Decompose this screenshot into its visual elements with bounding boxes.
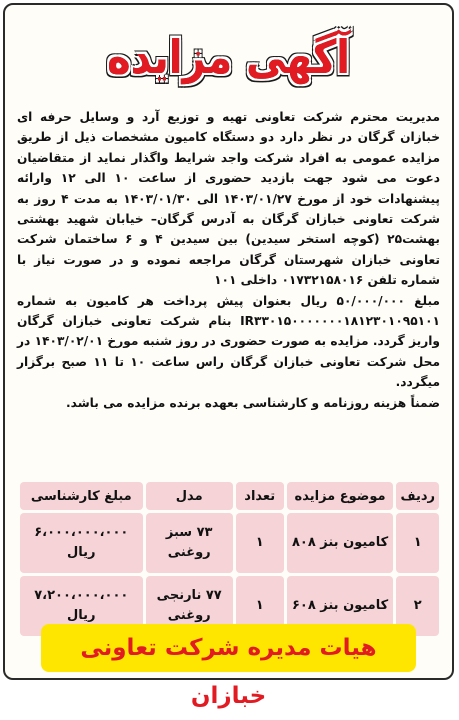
body-paragraph-2: مبلغ ۵۰/۰۰۰/۰۰۰ ریال بعنوان پیش پرداخت هر کامیون به شماره IR۳۳۰۱۵۰۰۰۰۰۰۰۱۸۱۲۳۰۱۰۹۵۱۰۱ بنام شرکت تعاونی خبازان گرگان واریز گردد. مزایده به صورت حضوری در روز شنبه مورخ ۱۴۰۳/۰۲/۰۱ در محل شرکت تعاونی خبازان گرگان راس ساعت ۱۰ تا ۱۱ صبح برگزار میگردد. [17,293,441,390]
cell-model: ۷۷ نارنجی روغنی [146,576,233,636]
cell-subject: کامیون بنز ۶۰۸ [287,576,394,636]
cell-row-number: ۱ [396,513,439,573]
header-subject: موضوع مزایده [287,482,394,510]
cell-qty: ۱ [236,513,284,573]
body-paragraph-1: مدیریت محترم شرکت تعاونی تهیه و توزیع آرد و وسایل حرفه ای خبازان گرگان در نظر دارد دو دستگاه کامیون مشخصات ذیل از طریق مزایده عمومی به افراد شرکت واجد شرایط واگذار نماید از متقاضیان دعوت می شود جهت بازدید حضوری از ساعت ۱۰ الی ۱۲ وارائه پیشنهادات خود از مورخ ۱۴۰۳/۰۱/۲۷ الی ۱۴۰۳/۰۱/۳۰ به مدت ۴ روز به شرکت تعاونی خبازان گرگان به آدرس گرگان– خیابان شهید بهشتی بهشت۲۵ (کوچه استخر سیدین) بین سیدین ۴ و ۶ ساختمان شرکت تعاونی خبازان شهرستان گرگان مراجعه نموده و در صورت نیاز با شماره تلفن ۰۱۷۳۲۱۵۸۰۱۶ داخلی ۱۰۱ [17,110,441,288]
cell-row-number: ۲ [396,576,439,636]
body-paragraph-3: ضمناً هزینه روزنامه و کارشناسی بعهده برنده مزایده می باشد. [66,395,440,410]
header-price: مبلغ کارشناسی [20,482,143,510]
header-qty: تعداد [236,482,284,510]
price-value: ۷،۲۰۰،۰۰۰،۰۰۰ ریال [34,588,129,623]
cell-subject: کامیون بنز ۸۰۸ [287,513,394,573]
cell-price [20,513,143,573]
ad-title: آگهی مزایده [107,31,350,85]
items-table [17,479,442,639]
title-wrap [5,13,452,103]
header-row-number: ردیف [396,482,439,510]
footer-signature: هیات مدیره شرکت تعاونی خبازان [41,624,416,672]
table-header-row [20,482,439,510]
ad-body [17,107,440,413]
cell-qty: ۱ [236,576,284,636]
ad-frame [3,3,454,709]
price-value: ۶،۰۰۰،۰۰۰،۰۰۰ ریال [34,525,129,560]
header-model: مدل [146,482,233,510]
table-row [20,513,439,573]
cell-model: ۷۳ سبز روغنی [146,513,233,573]
